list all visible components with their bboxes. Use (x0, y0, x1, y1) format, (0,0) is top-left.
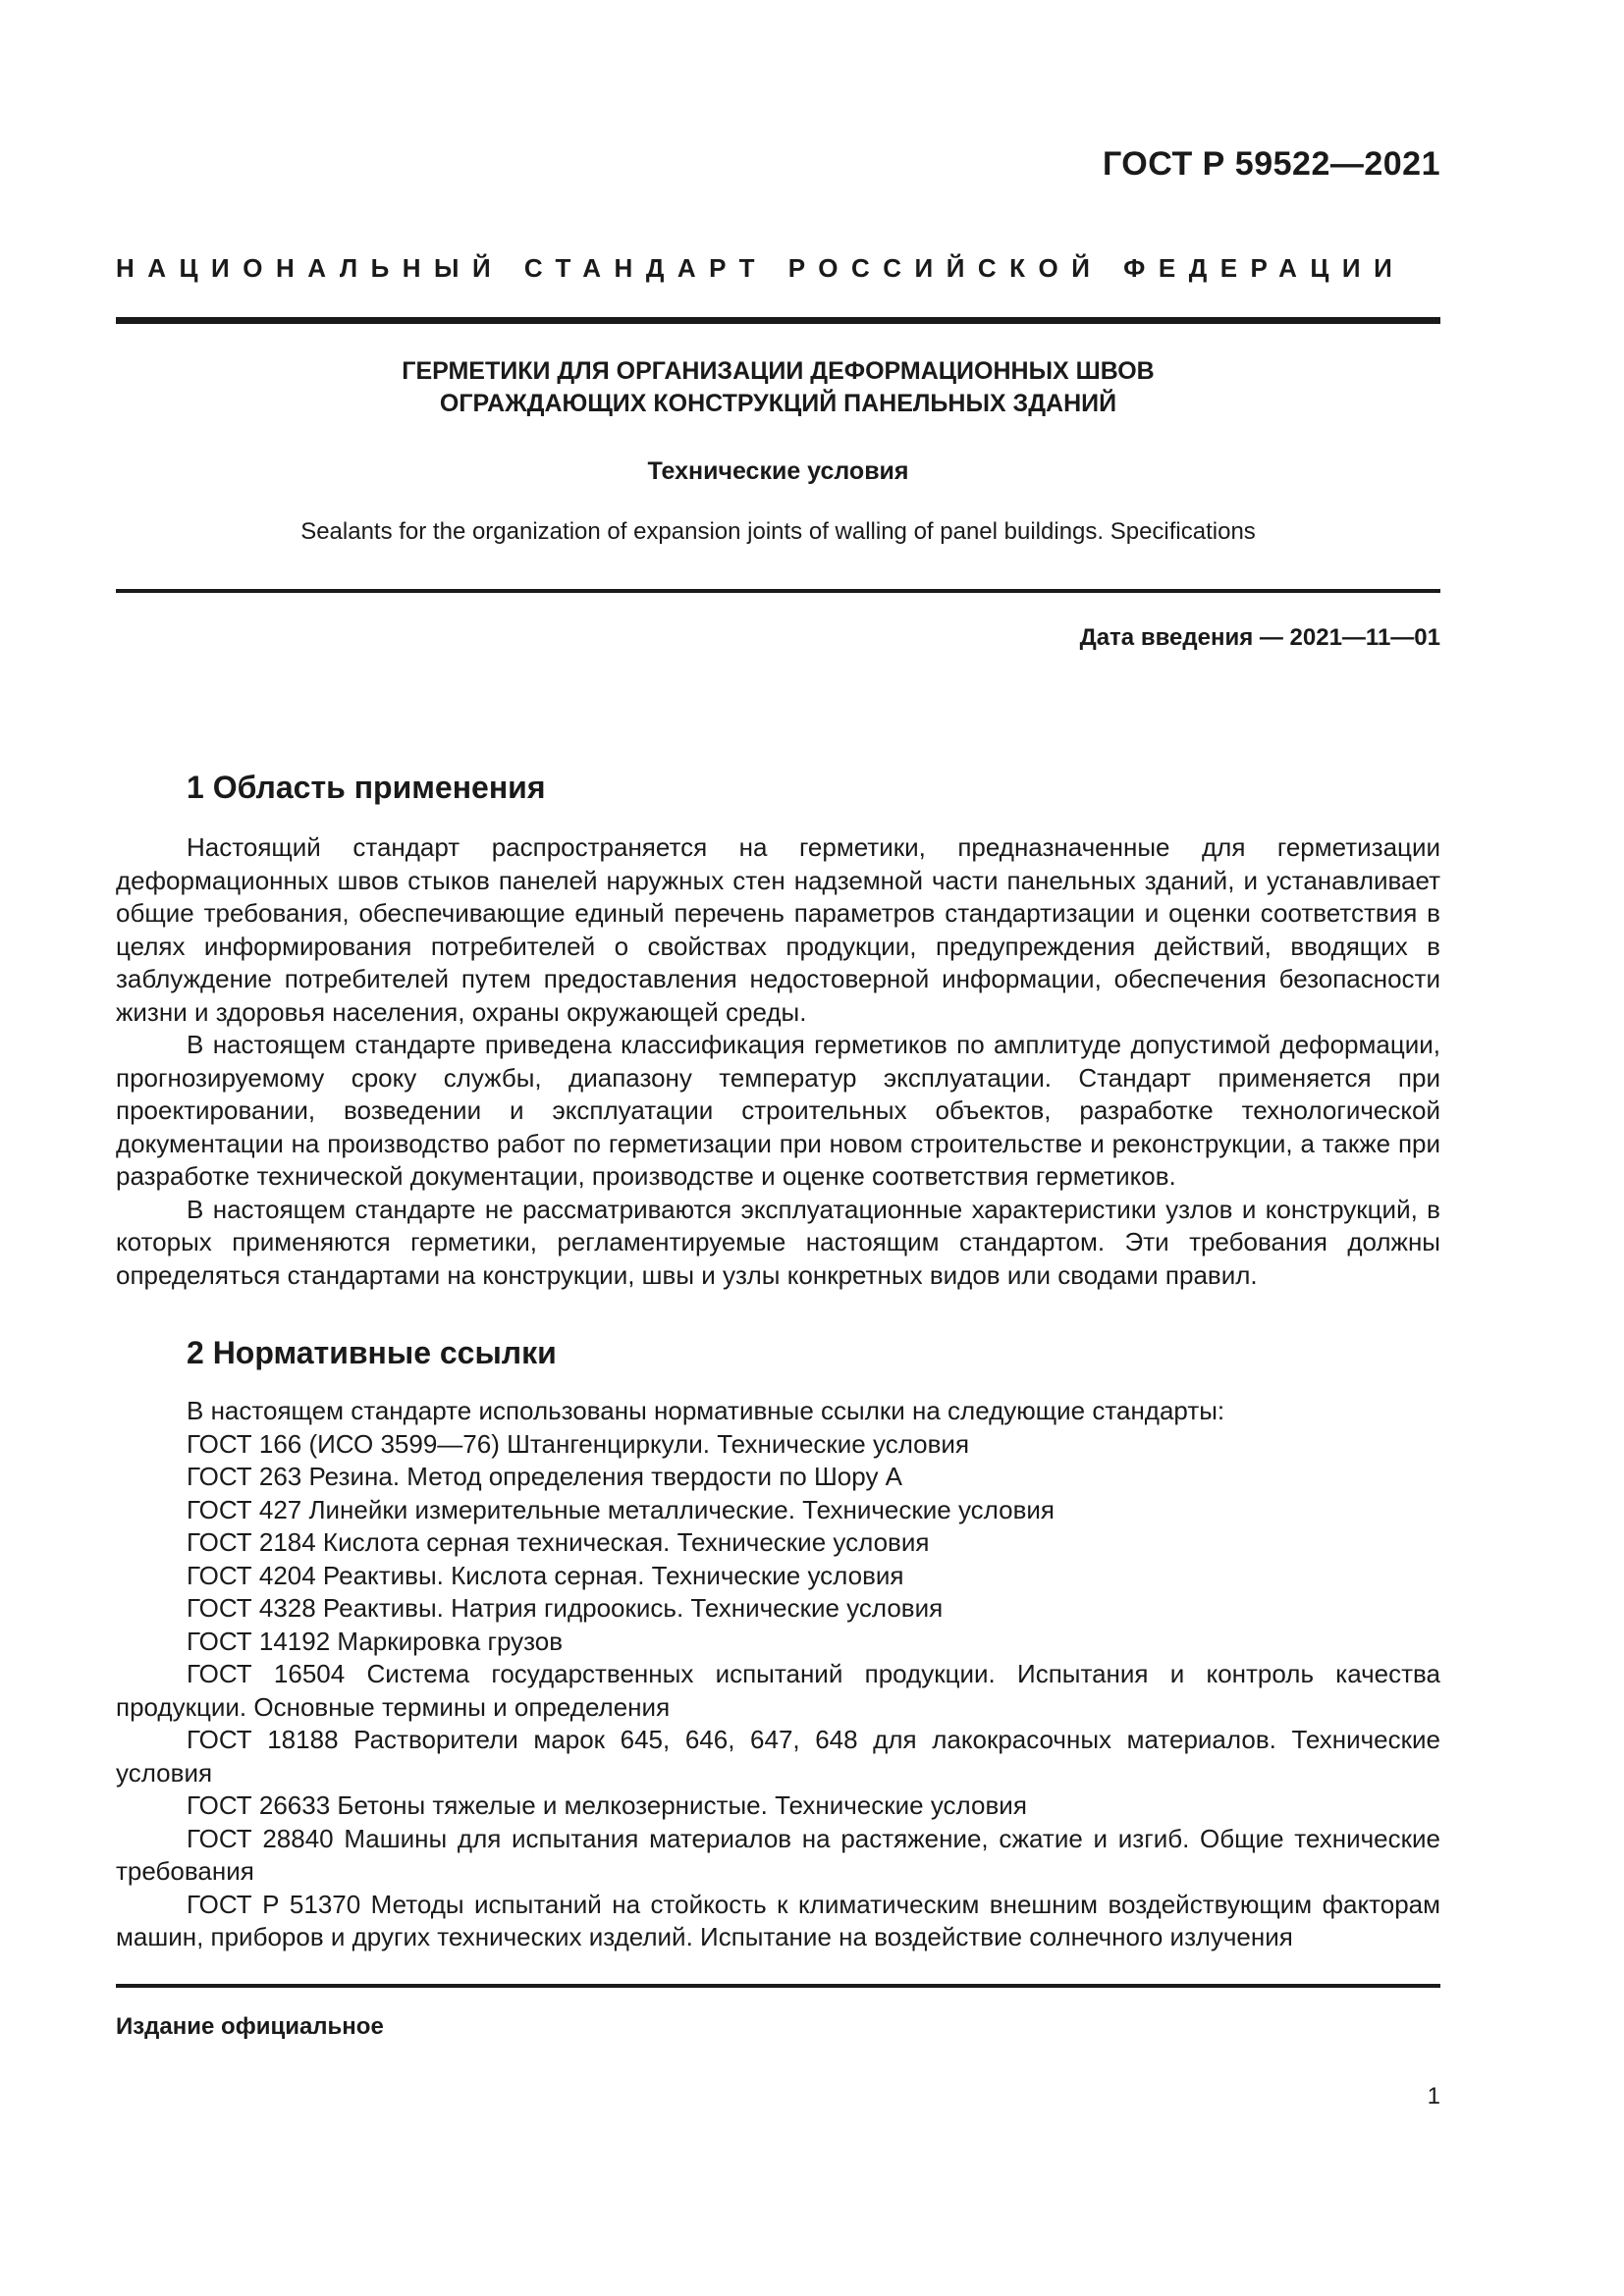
reference-item: ГОСТ 427 Линейки измерительные металлические. Технические условия (187, 1494, 1055, 1524)
section-2-body (116, 1395, 1440, 1954)
english-title: Sealants for the organization of expansion joints of walling of panel buildings. Specifications (300, 518, 1256, 545)
page-number: 1 (1427, 2083, 1440, 2109)
document-subtitle: Технические условия (647, 457, 909, 485)
reference-item: ГОСТ 26633 Бетоны тяжелые и мелкозернистые. Технические условия (187, 1790, 1027, 1820)
section-1-heading: 1 Область применения (187, 770, 546, 805)
reference-item: ГОСТ 14192 Маркировка грузов (187, 1626, 564, 1656)
section-1-body (116, 831, 1440, 1292)
reference-item: ГОСТ 2184 Кислота серная техническая. Технические условия (187, 1527, 930, 1557)
title-line-1: ГЕРМЕТИКИ ДЛЯ ОРГАНИЗАЦИИ ДЕФОРМАЦИОННЫХ ШВОВ (402, 357, 1155, 385)
document-code: ГОСТ Р 59522—2021 (1102, 145, 1440, 183)
reference-item: ГОСТ 263 Резина. Метод определения твердости по Шору А (187, 1462, 903, 1491)
reference-item: ГОСТ Р 51370 Методы испытаний на стойкость к климатическим внешним воздействующим факторам машин, приборов и других технических изделий. Испытание на воздействие солнечного излучения (116, 1889, 1440, 1951)
title-line-2: ОГРАЖДАЮЩИХ КОНСТРУКЦИЙ ПАНЕЛЬНЫХ ЗДАНИЙ (439, 390, 1117, 417)
reference-item: ГОСТ 4204 Реактивы. Кислота серная. Технические условия (187, 1560, 904, 1590)
document-title (116, 355, 1440, 420)
introduction-date: Дата введения — 2021—11—01 (1079, 624, 1440, 651)
national-standard-heading: НАЦИОНАЛЬНЫЙ СТАНДАРТ РОССИЙСКОЙ ФЕДЕРАЦИИ (116, 253, 1406, 283)
footer-divider (116, 1984, 1440, 1988)
reference-item: ГОСТ 4328 Реактивы. Натрия гидроокись. Технические условия (187, 1593, 944, 1623)
section-1-paragraph: В настоящем стандарте не рассматриваются эксплуатационные характеристики узлов и конструкций, в которых применяются герметики, регламентируемые настоящим стандартом. Эти требования должны определяться стандартами на конструкции, швы и узлы конкретных видов или сводами правил. (116, 1194, 1440, 1290)
edition-label: Издание официальное (116, 2013, 384, 2040)
reference-item: ГОСТ 166 (ИСО 3599—76) Штангенциркули. Технические условия (187, 1428, 970, 1459)
section-2-heading: 2 Нормативные ссылки (187, 1335, 557, 1370)
section-1-paragraph: В настоящем стандарте приведена классификация герметиков по амплитуде допустимой деформации, прогнозируемому сроку службы, диапазону температур эксплуатации. Стандарт применяется при проектировании, возведении и эксплуатации строительных объектов, разработке технологической документации на производство работ по герметизации при новом строительстве и реконструкции, а также при разработке технической документации, производстве и оценке соответствия герметиков. (116, 1030, 1440, 1191)
top-divider (116, 317, 1440, 324)
reference-item: ГОСТ 28840 Машины для испытания материалов на растяжение, сжатие и изгиб. Общие технические требования (116, 1823, 1440, 1886)
reference-item: ГОСТ 18188 Растворители марок 645, 646, 647, 648 для лакокрасочных материалов. Технические условия (116, 1725, 1440, 1788)
reference-item: ГОСТ 16504 Система государственных испытаний продукции. Испытания и контроль качества продукции. Основные термины и определения (116, 1659, 1440, 1722)
title-divider (116, 589, 1440, 593)
section-2-intro: В настоящем стандарте использованы нормативные ссылки на следующие стандарты: (187, 1396, 1225, 1425)
section-1-paragraph: Настоящий стандарт распространяется на герметики, предназначенные для герметизации деформационных швов стыков панелей наружных стен надземной части панельных зданий, и устанавливает общие требования, обеспечивающие единый перечень параметров стандартизации и оценки соответствия в целях информирования потребителей о свойствах продукции, предупреждения действий, вводящих в заблуждение потребителей путем предоставления недостоверной информации, обеспечения безопасности жизни и здоровья населения, охраны окружающей среды. (116, 832, 1440, 1027)
